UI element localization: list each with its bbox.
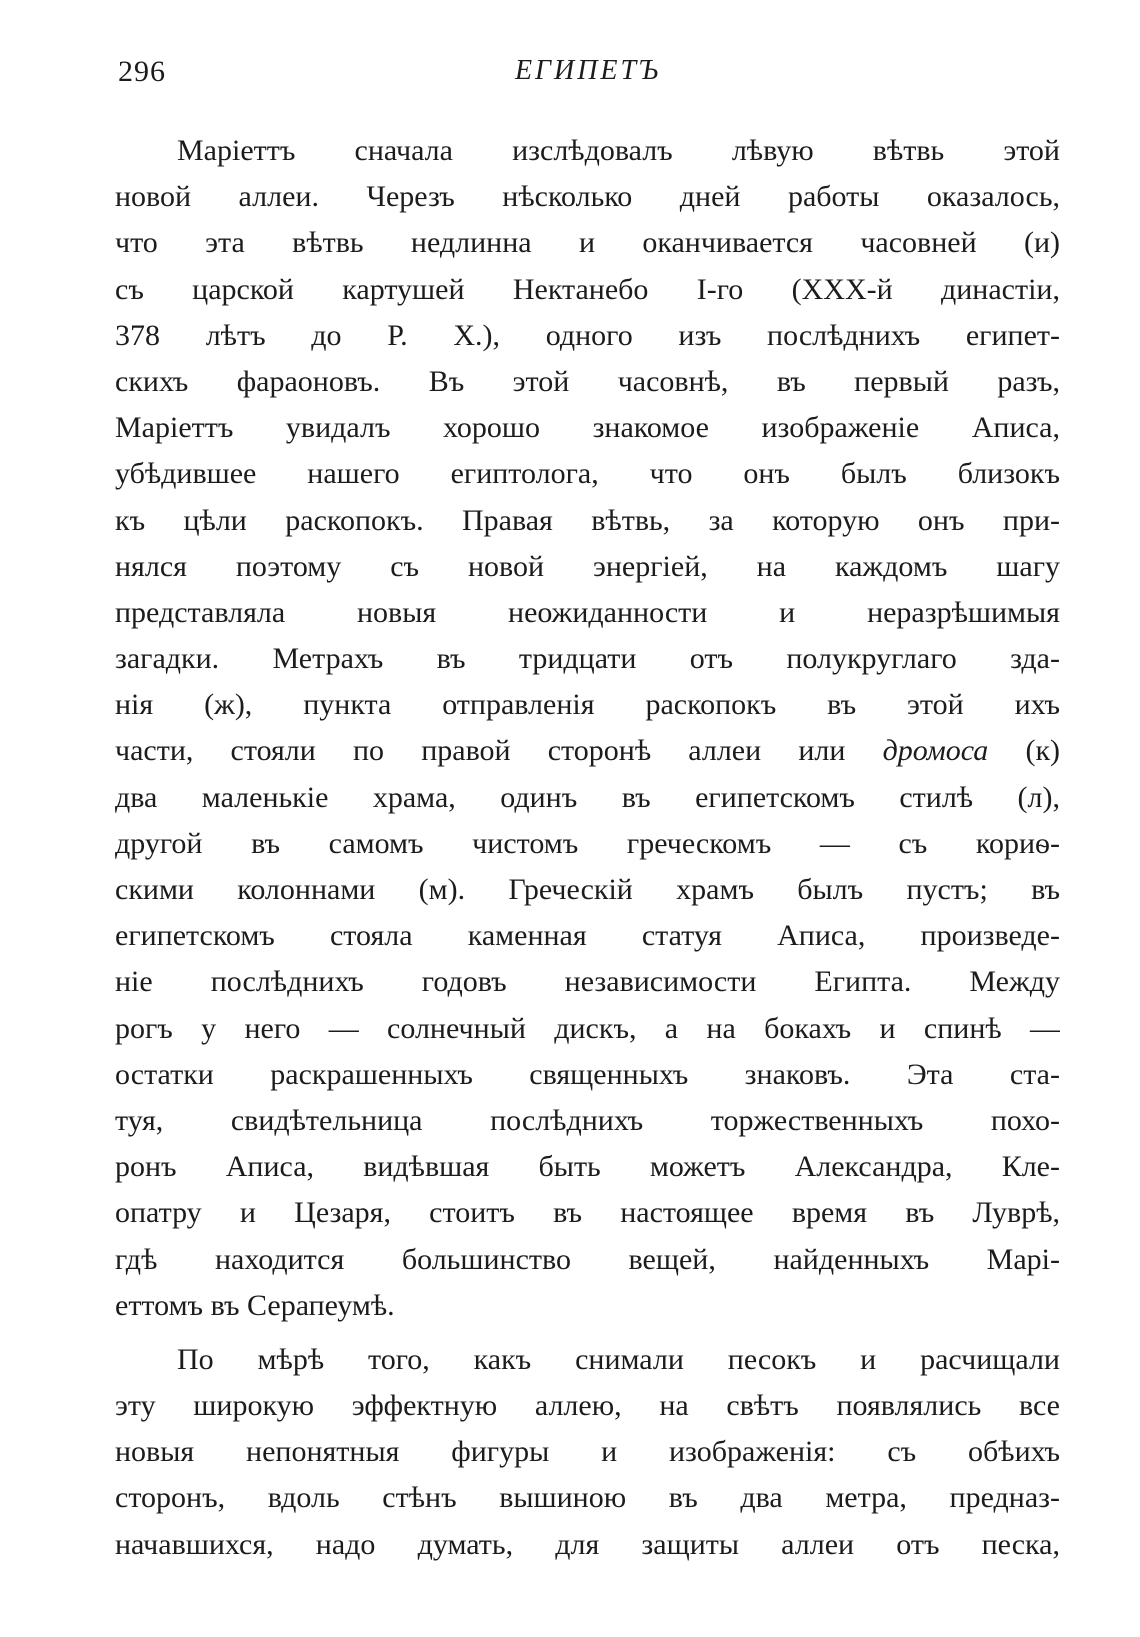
text-line: съ царской картушей Нектанебо I-го (XXX-й династіи, — [115, 272, 1060, 306]
text-line: египетскомъ стояла каменная статуя Аписа, произведе- — [115, 919, 1060, 953]
paragraph-2 — [115, 1337, 1060, 1568]
text-line: ронъ Аписа, видѣвшая быть можетъ Александра, Кле- — [115, 1150, 1060, 1184]
text-run: части, стояли по правой сторонѣ аллеи или — [115, 734, 846, 768]
running-head — [118, 55, 1058, 95]
text-line: опатру и Цезаря, стоитъ въ настоящее время въ Луврѣ, — [115, 1196, 1060, 1230]
text-line: новыя непонятныя фигуры и изображенія: съ обѣихъ — [115, 1435, 1060, 1469]
text-line: 378 лѣтъ до Р. X.), одного изъ послѣднихъ египет- — [115, 318, 1060, 352]
text-line: гдѣ находится большинство вещей, найденныхъ Марі- — [115, 1242, 1060, 1276]
italic-term: дромоса — [882, 734, 989, 768]
text-line: туя, свидѣтельница послѣднихъ торжественныхъ похо- — [115, 1103, 1060, 1137]
text-line: остатки раскрашенныхъ священныхъ знаковъ. Эта ста- — [115, 1057, 1060, 1091]
text-line: убѣдившее нашего египтолога, что онъ былъ близокъ — [115, 457, 1060, 491]
text-line: сторонъ, вдоль стѣнъ вышиною въ два метра, предназ- — [115, 1481, 1060, 1515]
text-line: По мѣрѣ того, какъ снимали песокъ и расчищали — [177, 1342, 1060, 1376]
paragraph-gap — [115, 1329, 1060, 1337]
text-line: къ цѣли раскопокъ. Правая вѣтвь, за которую онъ при- — [115, 503, 1060, 537]
text-line: скихъ фараоновъ. Въ этой часовнѣ, въ первый разъ, — [115, 364, 1060, 398]
text-line: новой аллеи. Черезъ нѣсколько дней работы оказалось, — [115, 180, 1060, 214]
text-line: еттомъ въ Серапеумѣ. — [115, 1288, 395, 1322]
text-line: Маріеттъ увидалъ хорошо знакомое изображеніе Аписа, — [115, 411, 1060, 445]
text-line: Маріеттъ сначала изслѣдовалъ лѣвую вѣтвь этой — [177, 134, 1060, 167]
running-title: ЕГИПЕТЪ — [514, 55, 662, 86]
text-line: два маленькіе храма, одинъ въ египетскомъ стилѣ (л), — [115, 780, 1060, 814]
paragraph-1 — [115, 128, 1060, 1329]
page-number: 296 — [118, 55, 166, 88]
text-line: рогъ у него — солнечный дискъ, а на бокахъ и спинѣ — — [115, 1011, 1060, 1045]
text-line: что эта вѣтвь недлинна и оканчивается часовней (и) — [115, 226, 1060, 260]
text-line: ніе послѣднихъ годовъ независимости Египта. Между — [115, 965, 1060, 999]
text-line: другой въ самомъ чистомъ греческомъ — съ кориѳ- — [115, 826, 1060, 860]
text-line: скими колоннами (м). Греческій храмъ былъ пустъ; въ — [115, 873, 1060, 906]
text-line-with-italic — [115, 728, 1060, 774]
text-line: загадки. Метрахъ въ тридцати отъ полукруглаго зда- — [115, 642, 1060, 676]
text-line: представляла новыя неожиданности и неразрѣшимыя — [115, 595, 1060, 629]
text-line: начавшихся, надо думать, для защиты аллеи отъ песка, — [115, 1527, 1060, 1561]
text-line: нія (ж), пункта отправленія раскопокъ въ этой ихъ — [115, 688, 1060, 722]
body-text — [115, 128, 1060, 1568]
text-run: (к) — [1025, 734, 1060, 768]
text-line: эту широкую эффектную аллею, на свѣтъ появлялись все — [115, 1389, 1060, 1423]
text-line: нялся поэтому съ новой энергіей, на каждомъ шагу — [115, 549, 1060, 583]
